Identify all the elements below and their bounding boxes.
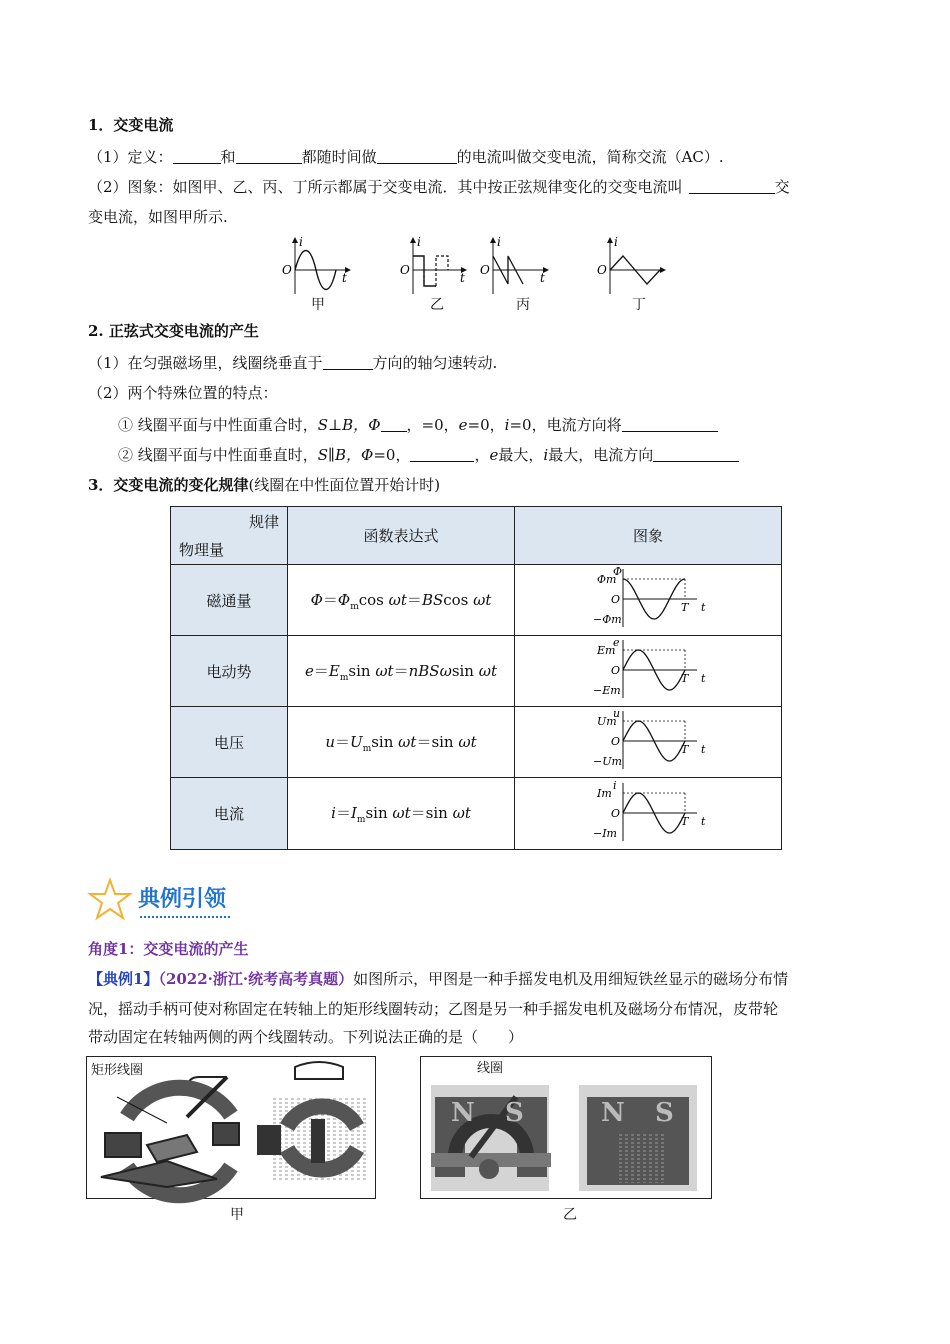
- definition-line: （1）定义： 和 都随时间做 的电流叫做交变电流，简称交流（AC）.: [88, 148, 724, 166]
- generation-line-1: （1）在匀强磁场里，线圈绕垂直于 方向的轴匀速转动.: [88, 354, 498, 372]
- graph-label: T: [681, 601, 689, 614]
- figure-label-yi: 乙: [563, 1207, 577, 1223]
- generator-illustration-b: [421, 1057, 711, 1198]
- table-header-graph: 图象: [515, 507, 782, 565]
- graph-label-bing: 丙: [516, 297, 530, 313]
- heading-underline: [140, 916, 230, 918]
- table-header-corner: 规律 物理量: [171, 507, 288, 565]
- graph-description-line-2: 变电流，如图甲所示.: [88, 208, 228, 226]
- waveform-triangle: [597, 235, 665, 294]
- graph-label: Um: [597, 715, 617, 728]
- waveform-graph: [593, 636, 706, 702]
- svg-text:t: t: [540, 271, 545, 285]
- row-graph: [515, 778, 782, 850]
- graph-label: t: [701, 601, 706, 614]
- section-3-title: 3．交变电流的变化规律(线圈在中性面位置开始计时): [88, 476, 441, 494]
- graph-label: T: [681, 672, 689, 685]
- graph-label-yi: 乙: [430, 297, 444, 313]
- waveform-sawtooth: [480, 235, 548, 294]
- row-expression: $\Phi=\Phi_m\cos$ ωt＝BScos ωt: [288, 565, 515, 636]
- waveform-examples: [270, 234, 690, 314]
- generator-illustration-a: [87, 1057, 375, 1198]
- svg-text:O: O: [400, 263, 410, 277]
- graph-label-ding: 丁: [632, 297, 646, 313]
- graph-description-line: （2）图象：如图甲、乙、丙、丁所示都属于交变电流．其中按正弦规律变化的交变电流叫 交: [88, 178, 790, 196]
- table-row: [171, 636, 782, 707]
- svg-text:N: N: [451, 1098, 475, 1128]
- row-expression: $u=U_m\sin$ ωt＝sin ωt: [288, 707, 515, 778]
- row-name: 电动势: [171, 636, 288, 707]
- special-position-1: ① 线圈平面与中性面重合时，S⊥B，Φ ，=0，e=0，i=0，电流方向将: [118, 414, 718, 436]
- example-line-2: 况，摇动手柄可使对称固定在转轴上的矩形线圈转动；乙图是另一种手摇发电机及磁场分布情况，皮带轮: [88, 1000, 779, 1018]
- row-name: 磁通量: [171, 565, 288, 636]
- waveform-graph: [593, 778, 706, 845]
- graph-label: t: [701, 743, 706, 756]
- graph-label: −Im: [593, 826, 617, 840]
- row-name: 电压: [171, 707, 288, 778]
- graph-label: i: [613, 778, 617, 792]
- graph-label: O: [611, 735, 621, 748]
- figure-yi: [420, 1056, 712, 1199]
- table-header-expression: 函数表达式: [288, 507, 515, 565]
- table-row: [171, 707, 782, 778]
- callout-rectangular-coil: 矩形线圈: [91, 1059, 143, 1078]
- angle-title: 角度1：交变电流的产生: [88, 940, 249, 958]
- section-1-title: 1．交变电流: [88, 116, 174, 134]
- graph-label: e: [613, 636, 620, 649]
- example-line-3: 带动固定在转轴两侧的两个线圈转动。下列说法正确的是（ ）: [88, 1028, 524, 1046]
- row-graph: [515, 636, 782, 707]
- special-position-2: ② 线圈平面与中性面垂直时，S∥B，Φ=0， ，e最大，i最大，电流方向: [118, 444, 739, 466]
- generation-line-2: （2）两个特殊位置的特点：: [88, 384, 278, 402]
- graph-label: Φ: [613, 565, 623, 578]
- svg-text:O: O: [597, 263, 607, 277]
- graph-label: t: [701, 814, 706, 828]
- row-expression: $e=E_m\sin$ ωt＝nBSωsin ωt: [288, 636, 515, 707]
- star-icon: [88, 878, 132, 922]
- svg-text:O: O: [480, 263, 490, 277]
- graph-label: O: [611, 593, 621, 606]
- graph-label: Em: [597, 644, 616, 657]
- section-2-title: 2. 正弦式交变电流的产生: [88, 322, 259, 340]
- graph-label: O: [611, 806, 621, 820]
- row-graph: [515, 707, 782, 778]
- table-row: [171, 778, 782, 850]
- svg-text:i: i: [299, 235, 303, 249]
- example-line-1: 【典例1】（2022·浙江·统考高考真题）如图所示，甲图是一种手摇发电机及用细短铁丝显示的磁场分布情: [88, 970, 789, 988]
- graph-label: u: [613, 707, 621, 720]
- row-expression: $i=I_m\sin$ ωt＝sin ωt: [288, 778, 515, 850]
- figure-label-jia: 甲: [230, 1207, 244, 1223]
- svg-text:t: t: [460, 271, 465, 285]
- svg-text:i: i: [614, 235, 618, 249]
- svg-text:S: S: [655, 1098, 674, 1128]
- svg-text:N: N: [601, 1098, 625, 1128]
- graph-label: t: [701, 672, 706, 685]
- svg-text:i: i: [417, 235, 421, 249]
- callout-coil: 线圈: [477, 1061, 504, 1076]
- row-graph: [515, 565, 782, 636]
- graph-label: −Em: [593, 684, 621, 697]
- svg-text:t: t: [342, 271, 347, 285]
- table-row: [171, 565, 782, 636]
- waveform-sine: [282, 235, 350, 294]
- graph-label: −Um: [593, 755, 622, 768]
- waveform-square: [400, 235, 466, 294]
- graph-label: T: [681, 743, 689, 756]
- section-heading-examples: 典例引领: [138, 887, 227, 912]
- row-name: 电流: [171, 778, 288, 850]
- law-table: [170, 506, 782, 850]
- graph-label: O: [611, 664, 621, 677]
- graph-label-jia: 甲: [311, 297, 325, 313]
- graph-label: Φm: [597, 573, 617, 586]
- waveform-graph: [593, 707, 706, 773]
- svg-text:i: i: [497, 235, 501, 249]
- graph-label: Im: [597, 786, 612, 800]
- svg-text:S: S: [505, 1098, 524, 1128]
- origin-label: O: [282, 263, 292, 277]
- graph-label: −Φm: [593, 613, 622, 626]
- waveform-graph: [593, 565, 706, 631]
- graph-label: T: [681, 814, 689, 828]
- figure-jia: [86, 1056, 376, 1199]
